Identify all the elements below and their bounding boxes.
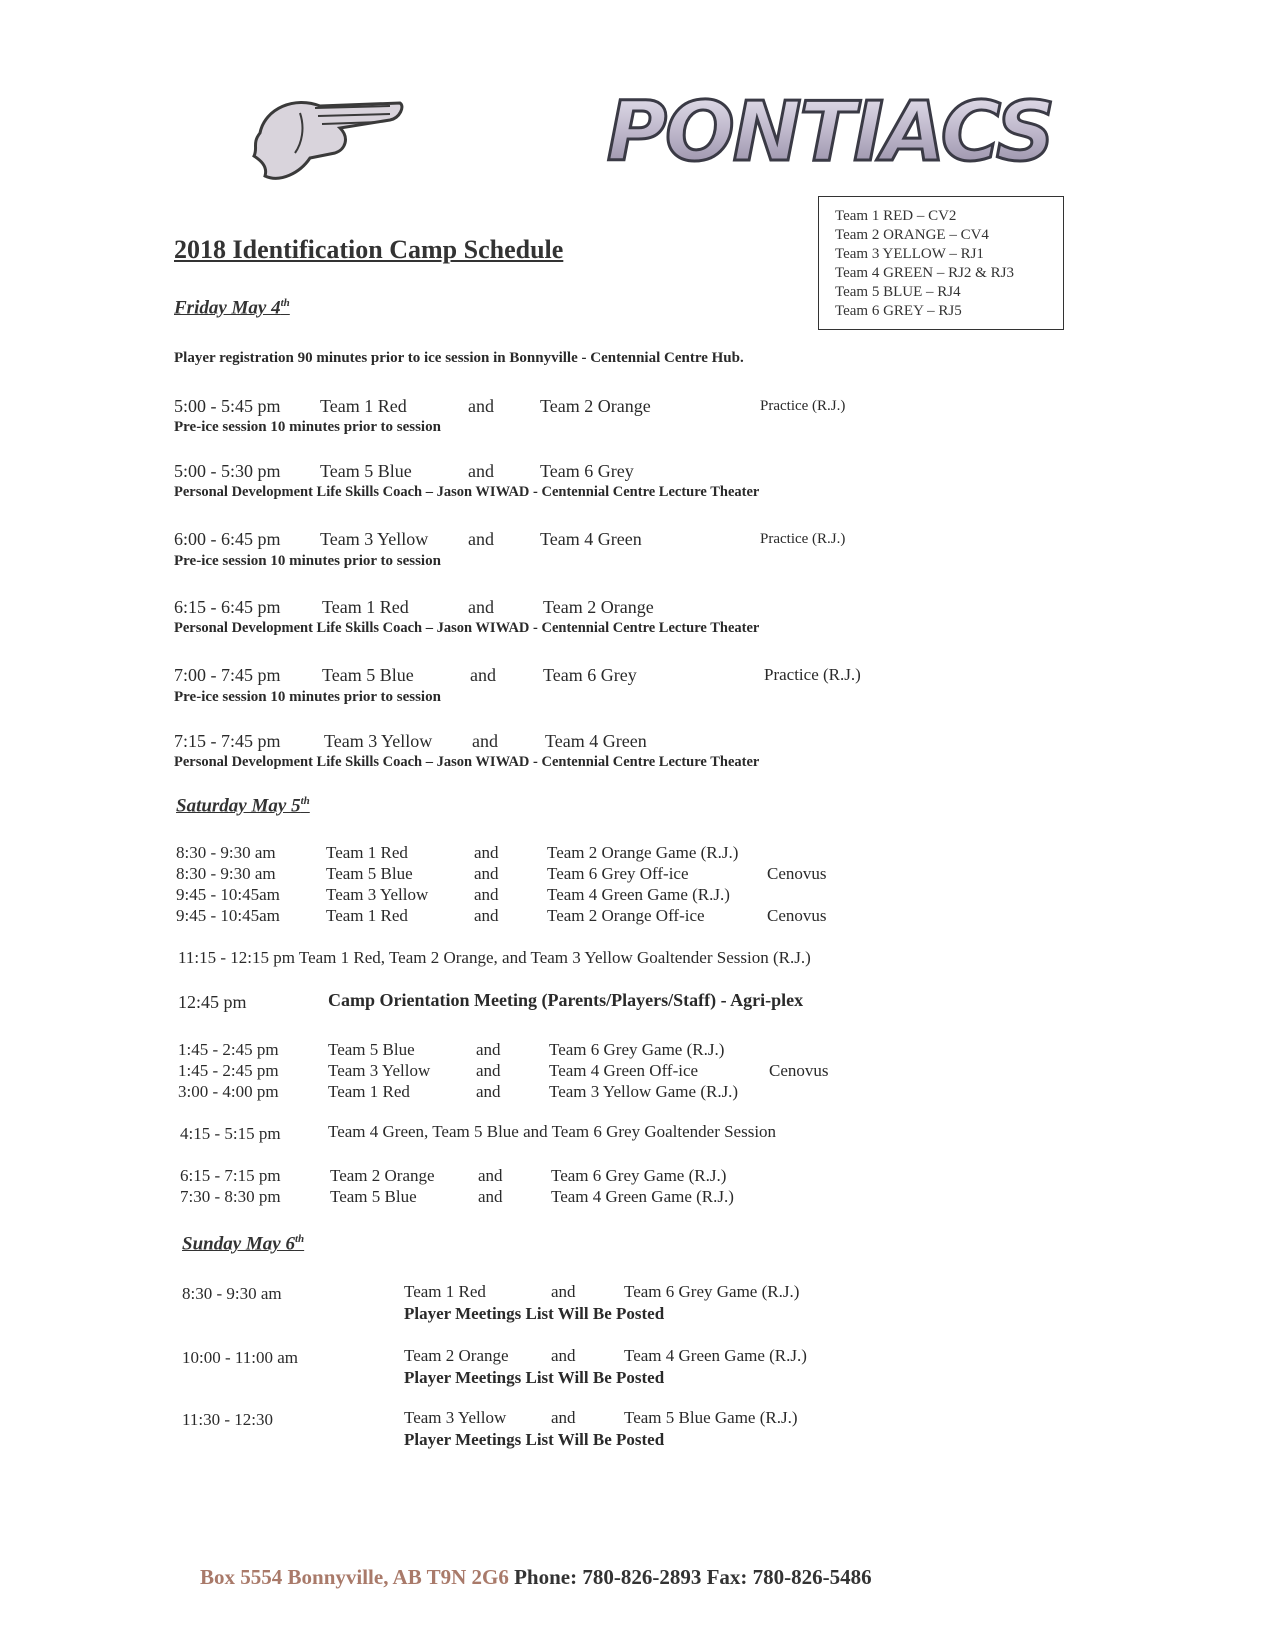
day-heading-saturday: Saturday May 5th bbox=[176, 795, 310, 817]
session-note: Practice (R.J.) bbox=[764, 665, 861, 684]
team-box-line: Team 5 BLUE – RJ4 bbox=[835, 284, 961, 300]
team-a: Team 2 Orange bbox=[404, 1346, 509, 1365]
team-a: Team 3 Yellow bbox=[320, 529, 429, 549]
session-note: Practice (R.J.) bbox=[760, 398, 846, 414]
orientation-meeting: Camp Orientation Meeting (Parents/Players/Staff) - Agri-plex bbox=[328, 990, 804, 1010]
and-label: and bbox=[474, 864, 499, 883]
team-b: Team 2 Orange bbox=[543, 597, 654, 617]
player-meetings-note: Player Meetings List Will Be Posted bbox=[404, 1368, 665, 1387]
team-b: Team 3 Yellow Game (R.J.) bbox=[549, 1082, 739, 1101]
team-a: Team 3 Yellow bbox=[324, 731, 433, 751]
schedule-time: 11:30 - 12:30 bbox=[182, 1410, 273, 1429]
team-assignment-box bbox=[818, 196, 1064, 330]
and-label: and bbox=[474, 885, 499, 904]
team-a: Team 1 Red bbox=[326, 843, 408, 862]
team-b: Team 6 Grey bbox=[540, 461, 634, 481]
team-a: Team 2 Orange bbox=[330, 1166, 435, 1185]
team-b: Team 4 Green Game (R.J.) bbox=[551, 1187, 734, 1206]
team-b: Team 6 Grey Off-ice bbox=[547, 864, 689, 883]
schedule-time: 8:30 - 9:30 am bbox=[176, 843, 276, 862]
and-label: and bbox=[551, 1408, 576, 1427]
schedule-time: 3:00 - 4:00 pm bbox=[178, 1082, 279, 1101]
schedule-time: 6:00 - 6:45 pm bbox=[174, 529, 281, 549]
team-a: Team 5 Blue bbox=[328, 1040, 415, 1059]
team-box-line: Team 1 RED – CV2 bbox=[835, 208, 957, 224]
team-box-line: Team 2 ORANGE – CV4 bbox=[835, 227, 989, 243]
schedule-time: 6:15 - 7:15 pm bbox=[180, 1166, 281, 1185]
team-a: Team 5 Blue bbox=[330, 1187, 417, 1206]
player-meetings-note: Player Meetings List Will Be Posted bbox=[404, 1430, 665, 1449]
and-label: and bbox=[474, 906, 499, 925]
and-label: and bbox=[478, 1166, 503, 1185]
and-label: and bbox=[476, 1040, 501, 1059]
svg-text:PONTIACS: PONTIACS bbox=[606, 85, 1054, 180]
schedule-time: 1:45 - 2:45 pm bbox=[178, 1061, 279, 1080]
and-label: and bbox=[551, 1282, 576, 1301]
footer-address: Box 5554 Bonnyville, AB T9N 2G6 bbox=[200, 1565, 509, 1589]
team-b: Team 4 Green Off-ice bbox=[549, 1061, 699, 1080]
and-label: and bbox=[472, 731, 498, 751]
team-b: Team 2 Orange bbox=[540, 396, 651, 416]
team-b: Team 2 Orange Off-ice bbox=[547, 906, 705, 925]
session-subnote: Personal Development Life Skills Coach – Jason WIWAD - Centennial Centre Lecture Theater bbox=[174, 754, 760, 770]
schedule-time: 5:00 - 5:30 pm bbox=[174, 461, 281, 481]
team-a: Team 5 Blue bbox=[322, 665, 414, 685]
player-meetings-note: Player Meetings List Will Be Posted bbox=[404, 1304, 665, 1323]
and-label: and bbox=[468, 529, 494, 549]
and-label: and bbox=[468, 597, 494, 617]
day-heading-sunday: Sunday May 6th bbox=[182, 1233, 305, 1255]
schedule-time: 6:15 - 6:45 pm bbox=[174, 597, 281, 617]
team-b: Team 6 Grey bbox=[543, 665, 637, 685]
and-label: and bbox=[468, 396, 494, 416]
session-subnote: Pre-ice session 10 minutes prior to session bbox=[174, 553, 441, 569]
team-b: Team 6 Grey Game (R.J.) bbox=[549, 1040, 725, 1059]
team-a: Team 1 Red bbox=[326, 906, 408, 925]
session-note: Practice (R.J.) bbox=[760, 531, 846, 547]
schedule-time: 5:00 - 5:45 pm bbox=[174, 396, 281, 416]
and-label: and bbox=[478, 1187, 503, 1206]
pontiacs-wordmark-logo bbox=[580, 82, 1080, 182]
schedule-time: 9:45 - 10:45am bbox=[176, 906, 280, 925]
session-subnote: Personal Development Life Skills Coach – Jason WIWAD - Centennial Centre Lecture Theater bbox=[174, 484, 760, 500]
team-b: Team 4 Green bbox=[540, 529, 642, 549]
registration-note: Player registration 90 minutes prior to ice session in Bonnyville - Centennial Centre Hub. bbox=[174, 350, 744, 366]
schedule-time: 7:00 - 7:45 pm bbox=[174, 665, 281, 685]
day-heading-friday: Friday May 4th bbox=[174, 297, 290, 319]
location-label: Cenovus bbox=[769, 1061, 829, 1080]
and-label: and bbox=[476, 1061, 501, 1080]
and-label: and bbox=[468, 461, 494, 481]
team-b: Team 5 Blue Game (R.J.) bbox=[624, 1408, 798, 1427]
schedule-time: 10:00 - 11:00 am bbox=[182, 1348, 298, 1367]
and-label: and bbox=[474, 843, 499, 862]
team-b: Team 6 Grey Game (R.J.) bbox=[624, 1282, 800, 1301]
page-title: 2018 Identification Camp Schedule bbox=[174, 235, 564, 264]
team-a: Team 1 Red bbox=[328, 1082, 410, 1101]
footer-phone-fax: Phone: 780-826-2893 Fax: 780-826-5486 bbox=[508, 1565, 872, 1589]
session-subnote: Pre-ice session 10 minutes prior to session bbox=[174, 689, 441, 705]
team-box-line: Team 4 GREEN – RJ2 & RJ3 bbox=[835, 265, 1014, 281]
team-a: Team 3 Yellow bbox=[326, 885, 429, 904]
team-a: Team 3 Yellow bbox=[328, 1061, 431, 1080]
team-b: Team 4 Green Game (R.J.) bbox=[624, 1346, 807, 1365]
session-subnote: Pre-ice session 10 minutes prior to session bbox=[174, 419, 441, 435]
logo-head-icon bbox=[240, 88, 410, 188]
team-box-line: Team 3 YELLOW – RJ1 bbox=[835, 246, 984, 262]
location-label: Cenovus bbox=[767, 864, 827, 883]
and-label: and bbox=[551, 1346, 576, 1365]
team-a: Team 5 Blue bbox=[320, 461, 412, 481]
schedule-time: 4:15 - 5:15 pm bbox=[180, 1124, 281, 1143]
team-a: Team 5 Blue bbox=[326, 864, 413, 883]
schedule-time: 8:30 - 9:30 am bbox=[182, 1284, 282, 1303]
session-subnote: Personal Development Life Skills Coach – Jason WIWAD - Centennial Centre Lecture Theater bbox=[174, 620, 760, 636]
schedule-time: 1:45 - 2:45 pm bbox=[178, 1040, 279, 1059]
location-label: Cenovus bbox=[767, 906, 827, 925]
team-b: Team 6 Grey Game (R.J.) bbox=[551, 1166, 727, 1185]
team-box-line: Team 6 GREY – RJ5 bbox=[835, 303, 962, 319]
team-b: Team 4 Green bbox=[545, 731, 647, 751]
team-a: Team 3 Yellow bbox=[404, 1408, 507, 1427]
schedule-time: 12:45 pm bbox=[178, 992, 247, 1012]
team-a: Team 1 Red bbox=[404, 1282, 486, 1301]
schedule-time: 8:30 - 9:30 am bbox=[176, 864, 276, 883]
and-label: and bbox=[470, 665, 496, 685]
schedule-time: 7:15 - 7:45 pm bbox=[174, 731, 281, 751]
footer-contact bbox=[200, 1565, 872, 1590]
team-a: Team 1 Red bbox=[322, 597, 409, 617]
schedule-time: 7:30 - 8:30 pm bbox=[180, 1187, 281, 1206]
goaltender-session: Team 4 Green, Team 5 Blue and Team 6 Grey Goaltender Session bbox=[328, 1122, 777, 1141]
and-label: and bbox=[476, 1082, 501, 1101]
schedule-time: 9:45 - 10:45am bbox=[176, 885, 280, 904]
team-b: Team 4 Green Game (R.J.) bbox=[547, 885, 730, 904]
team-b: Team 2 Orange Game (R.J.) bbox=[547, 843, 739, 862]
team-a: Team 1 Red bbox=[320, 396, 407, 416]
goaltender-session: 11:15 - 12:15 pm Team 1 Red, Team 2 Orange, and Team 3 Yellow Goaltender Session (R.J.) bbox=[178, 948, 811, 967]
